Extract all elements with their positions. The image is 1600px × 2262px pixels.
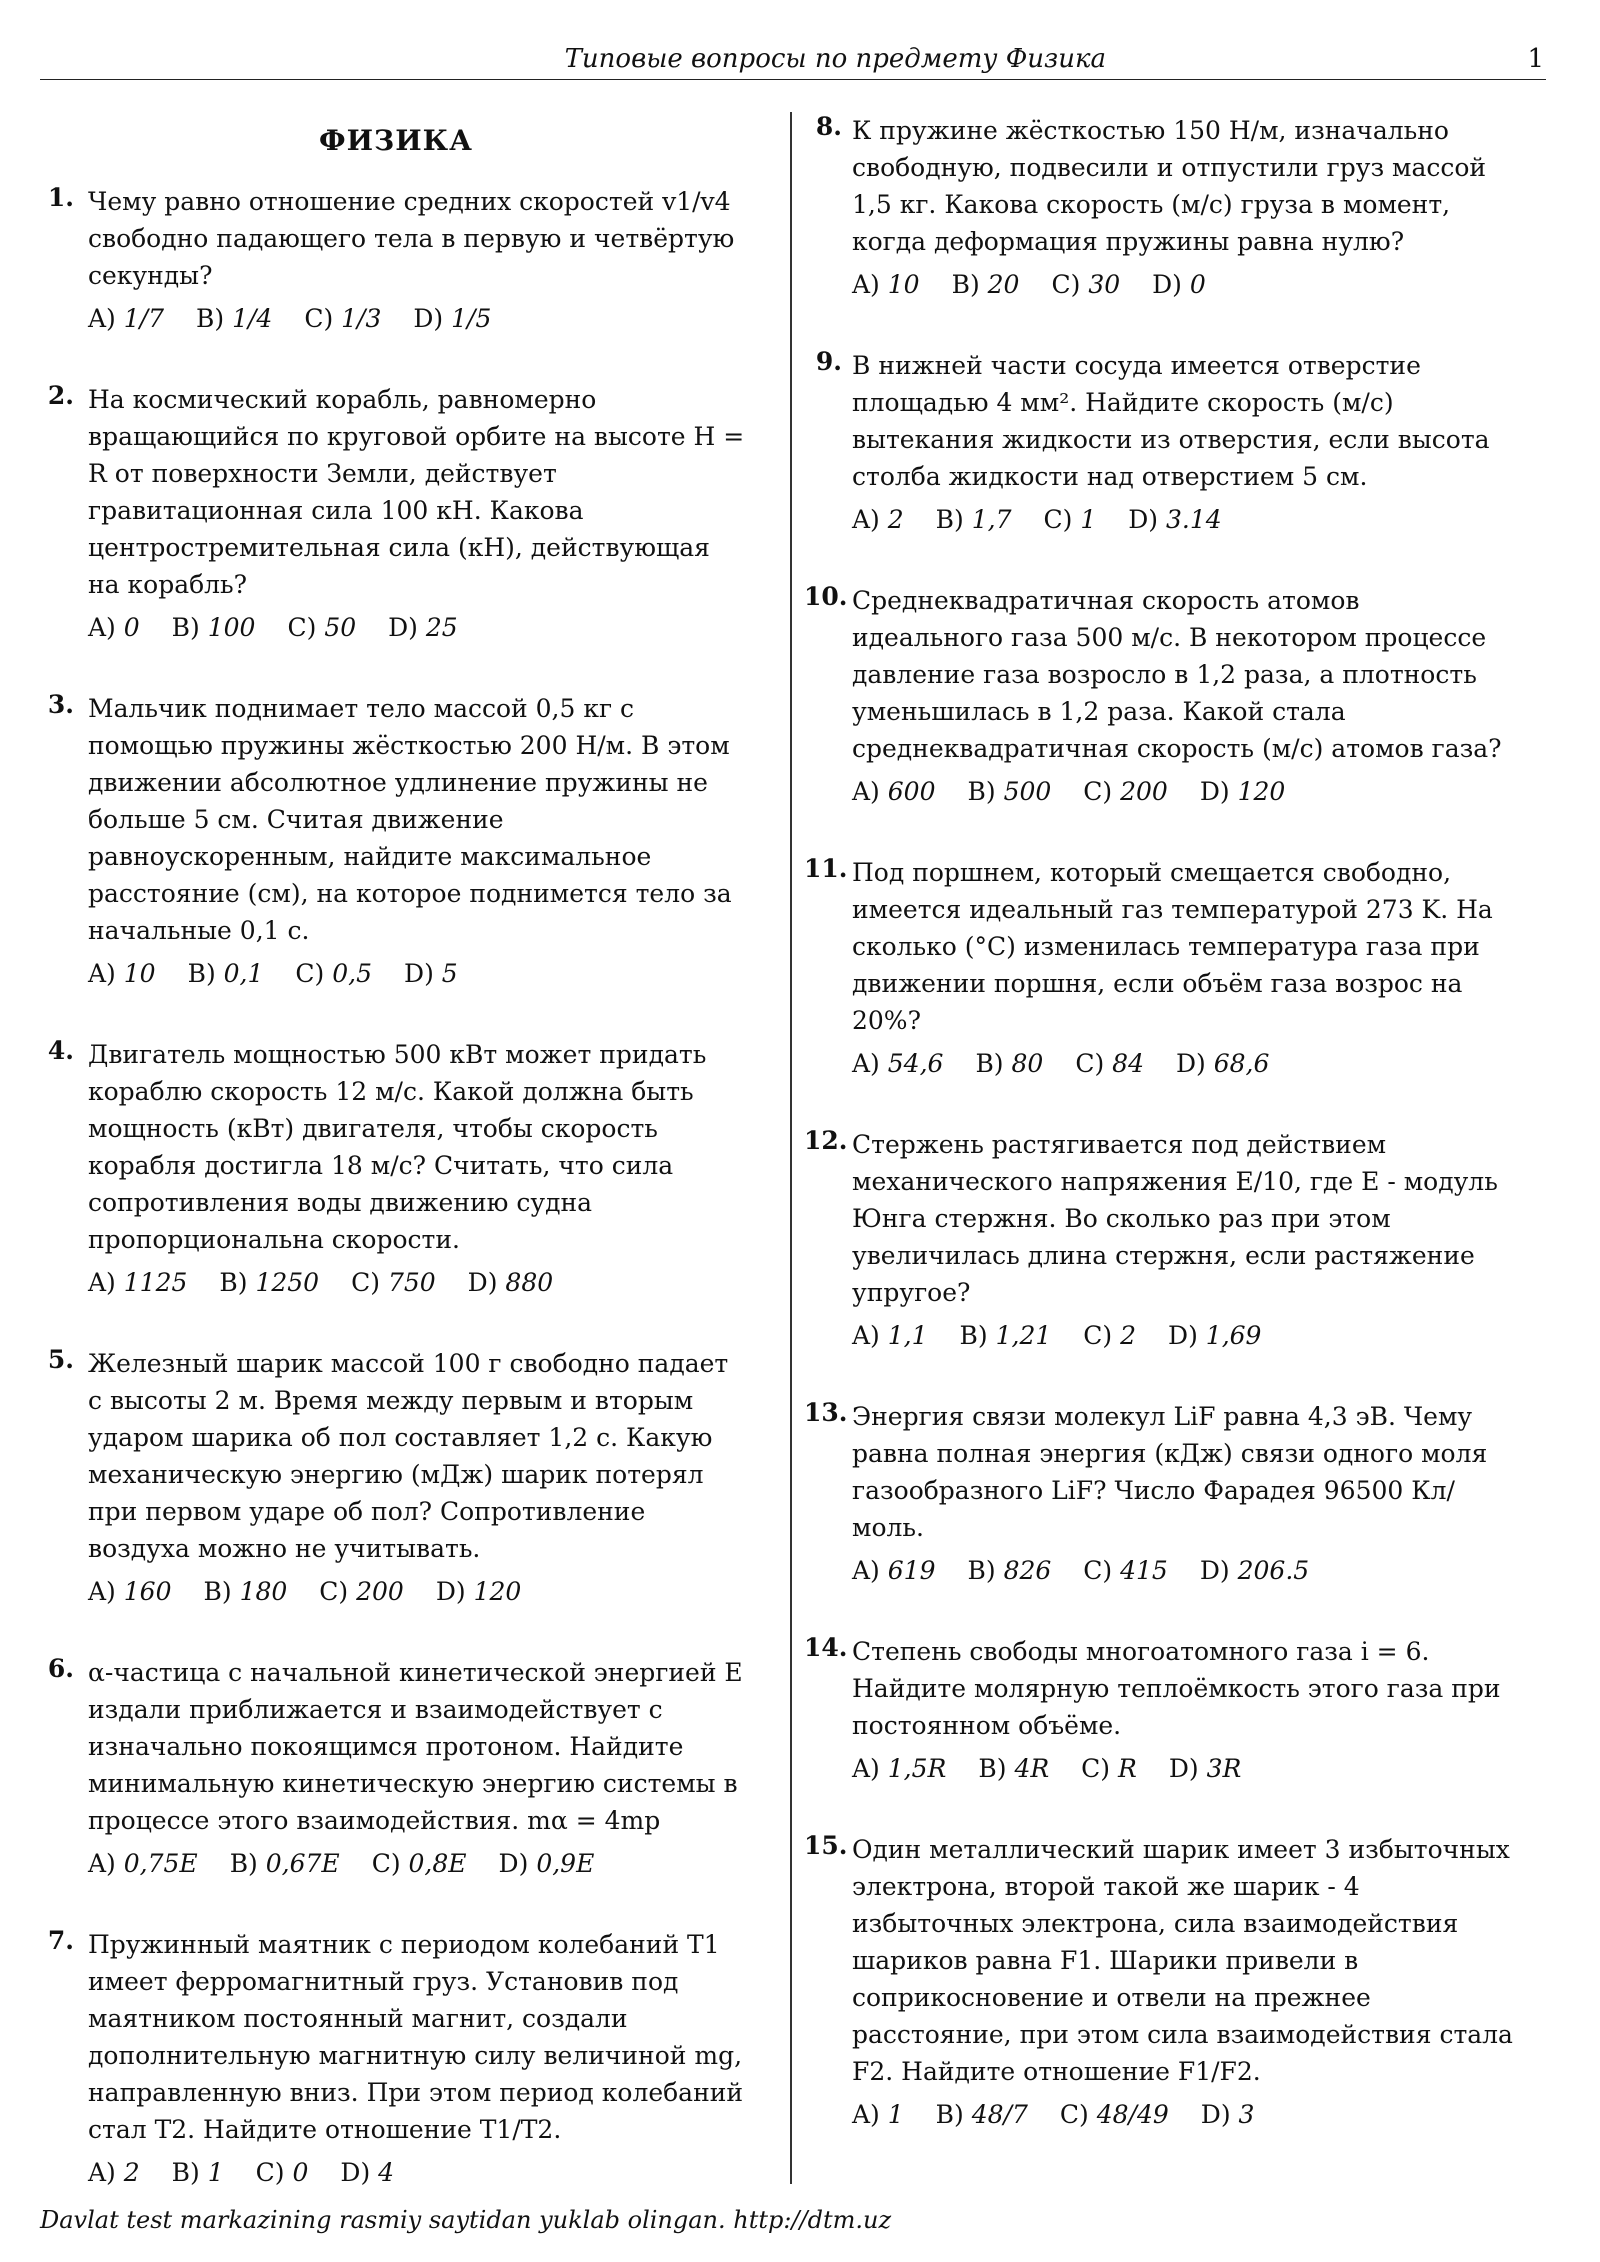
answer-value: 2 [123, 2158, 140, 2187]
answer-option [1201, 2100, 1255, 2129]
question-number: 7. [47, 1926, 74, 1955]
answer-value: 0,75E [123, 1849, 198, 1878]
question-number: 10. [804, 582, 848, 611]
answer-value: 4 [378, 2158, 395, 2187]
question-block [804, 112, 1516, 303]
answer-label: B) [196, 304, 225, 333]
question-number: 8. [815, 112, 842, 141]
answer-label: A) [88, 304, 116, 333]
answer-option [1152, 270, 1206, 299]
answer-value: 500 [1003, 777, 1052, 806]
answer-value: 80 [1011, 1049, 1044, 1078]
answer-value: 0 [292, 2158, 309, 2187]
answer-value: 1/5 [451, 304, 492, 333]
answer-label: D) [340, 2158, 371, 2187]
answer-label: A) [88, 1268, 116, 1297]
answer-label: C) [287, 613, 317, 642]
answer-option [404, 959, 458, 988]
answer-option [436, 1577, 521, 1606]
answer-label: A) [88, 2158, 116, 2187]
column-divider [790, 112, 792, 2184]
question-number: 14. [804, 1633, 848, 1662]
answer-value: 84 [1112, 1049, 1144, 1078]
answer-value: 48/49 [1096, 2100, 1169, 2129]
question-text: Среднеквадратичная скорость атомов идеального газа 500 м/с. В некотором процессе давление газа возросло в 1,2 раза, а плотность уменьшилась в 1,2 раза. Какой стала среднеквадратичная скорость (м/с) атомов газа? [852, 586, 1502, 763]
answer-value: 200 [356, 1577, 404, 1606]
answer-option [219, 1268, 319, 1297]
answer-value: 1250 [255, 1268, 320, 1297]
answer-value: 10 [887, 270, 920, 299]
answer-label: B) [935, 2100, 964, 2129]
answer-option [852, 1556, 935, 1585]
answer-option [852, 270, 920, 299]
answer-value: 120 [1237, 777, 1286, 806]
question-block [804, 347, 1516, 538]
answer-label: A) [88, 959, 116, 988]
answer-value: 0 [1189, 270, 1206, 299]
question-list-left [46, 183, 746, 2191]
answer-value: 600 [887, 777, 936, 806]
answer-option [1128, 505, 1221, 534]
question-number: 3. [47, 690, 74, 719]
question-number: 1. [47, 183, 74, 212]
answer-value: 1/4 [232, 304, 273, 333]
answer-label: C) [1083, 777, 1113, 806]
answer-value: 10 [123, 959, 156, 988]
question-block [804, 1831, 1516, 2133]
answer-label: B) [975, 1049, 1004, 1078]
answer-options [852, 1552, 1516, 1589]
answer-option [1060, 2100, 1169, 2129]
answer-value: 160 [123, 1577, 172, 1606]
answer-option [351, 1268, 436, 1297]
answer-value: 48/7 [971, 2100, 1028, 2129]
answer-value: 20 [987, 270, 1020, 299]
answer-value: 0,5 [332, 959, 373, 988]
answer-label: C) [304, 304, 334, 333]
answer-label: D) [1200, 2100, 1231, 2129]
answer-option [188, 959, 264, 988]
answer-label: A) [852, 505, 880, 534]
footer-source: Davlat test markazining rasmiy saytidan yuklab olingan. http://dtm.uz [40, 2206, 892, 2234]
answer-option [172, 613, 256, 642]
answer-value: 3.14 [1166, 505, 1222, 534]
question-block [46, 183, 746, 337]
answer-value: 100 [207, 613, 256, 642]
answer-option [295, 959, 372, 988]
answer-options [88, 1573, 746, 1610]
answer-value: 1,7 [971, 505, 1012, 534]
answer-label: D) [467, 1268, 498, 1297]
answer-option [1168, 1321, 1261, 1350]
question-text: Мальчик поднимает тело массой 0,5 кг с помощью пружины жёсткостью 200 Н/м. В этом движении абсолютное удлинение пружины не больше 5 см. Считая движение равноускоренным, найдите максимальное расстояние (см), на которое поднимется тело за начальные 0,1 с. [88, 694, 732, 945]
answer-label: D) [1199, 1556, 1230, 1585]
question-text: Энергия связи молекул LiF равна 4,3 эВ. Чему равна полная энергия (кДж) связи одного моля газообразного LiF? Число Фарадея 96500 Кл/моль. [852, 1402, 1488, 1542]
question-text: На космический корабль, равномерно вращающийся по круговой орбите на высоте H = R от поверхности Земли, действует гравитационная сила 100 кН. Какова центростремительная сила (кН), действующая на корабль? [88, 385, 745, 599]
answer-option [1044, 505, 1097, 534]
answer-label: B) [203, 1577, 232, 1606]
answer-label: B) [978, 1754, 1007, 1783]
question-block [804, 582, 1516, 810]
answer-option [230, 1849, 340, 1878]
answer-value: 750 [387, 1268, 436, 1297]
answer-value: 50 [324, 613, 357, 642]
answer-option [852, 1049, 943, 1078]
answer-label: C) [1043, 505, 1073, 534]
answer-label: B) [171, 613, 200, 642]
answer-options [852, 266, 1516, 303]
question-number: 2. [47, 381, 74, 410]
answer-option [936, 505, 1012, 534]
answer-option [287, 613, 356, 642]
question-text: Двигатель мощностью 500 кВт может придать кораблю скорость 12 м/с. Какой должна быть мощность (кВт) двигателя, чтобы скорость корабля достигла 18 м/с? Считать, что сила сопротивления воды движению судна пропорциональна скорости. [88, 1040, 707, 1254]
answer-value: 1,1 [887, 1321, 928, 1350]
question-text: Железный шарик массой 100 г свободно падает с высоты 2 м. Время между первым и вторым ударом шарика об пол составляет 1,2 с. Какую механическую энергию (мДж) шарик потерял при первом ударе об пол? Сопротивление воздуха можно не учитывать. [88, 1349, 729, 1563]
answer-label: C) [295, 959, 325, 988]
section-title: ФИЗИКА [319, 124, 473, 157]
answer-value: R [1118, 1754, 1137, 1783]
answer-label: D) [1199, 777, 1230, 806]
answer-label: D) [435, 1577, 466, 1606]
question-text: В нижней части сосуда имеется отверстие площадью 4 мм². Найдите скорость (м/с) вытекания жидкости из отверстия, если высота столба жидкости над отверстием 5 см. [852, 351, 1490, 491]
answer-value: 0,1 [223, 959, 264, 988]
answer-value: 1 [887, 2100, 904, 2129]
answer-label: C) [1083, 1556, 1113, 1585]
question-block [46, 381, 746, 646]
answer-label: D) [1128, 505, 1159, 534]
answer-label: A) [852, 1556, 880, 1585]
page-number: 1 [1527, 44, 1544, 74]
question-number: 13. [804, 1398, 848, 1427]
answer-option [196, 304, 272, 333]
answer-option [1169, 1754, 1242, 1783]
answer-value: 1/3 [341, 304, 382, 333]
answer-value: 3 [1238, 2100, 1255, 2129]
answer-label: A) [88, 1577, 116, 1606]
answer-option [1083, 777, 1168, 806]
answer-value: 25 [425, 613, 458, 642]
answer-value: 3R [1206, 1754, 1242, 1783]
answer-option [1075, 1049, 1144, 1078]
answer-value: 1125 [123, 1268, 188, 1297]
answer-label: C) [371, 1849, 401, 1878]
answer-option [88, 1577, 171, 1606]
answer-option [172, 2158, 224, 2187]
answer-value: 0,9E [536, 1849, 595, 1878]
answer-label: D) [404, 959, 434, 988]
question-number: 12. [804, 1126, 848, 1155]
question-text: α-частица с начальной кинетической энергией Е издали приближается и взаимодействует с изначально покоящимся протоном. Найдите минимальную кинетическую энергию системы в процессе этого взаимодействия. mα = 4mp [88, 1658, 743, 1835]
question-text: Чему равно отношение средних скоростей v1/v4 свободно падающего тела в первую и четвёртую секунды? [88, 187, 735, 290]
answer-option [203, 1577, 287, 1606]
answer-label: B) [959, 1321, 988, 1350]
header-title: Типовые вопросы по предмету Физика [564, 44, 1106, 74]
answer-value: 1,5R [887, 1754, 947, 1783]
answer-value: 1 [207, 2158, 224, 2187]
question-text: Один металлический шарик имеет 3 избыточных электрона, второй такой же шарик - 4 избыточных электрона, сила взаимодействия шариков равна F1. Шарики привели в соприкосновение и отвели на прежнее расстояние, при этом сила взаимодействия стала F2. Найдите отношение F1/F2. [852, 1835, 1513, 2086]
answer-label: C) [1059, 2100, 1089, 2129]
answer-label: D) [388, 613, 418, 642]
answer-label: A) [88, 1849, 116, 1878]
right-column [804, 112, 1516, 2177]
answer-option [88, 304, 164, 333]
answer-option [1200, 777, 1285, 806]
answer-value: 2 [1120, 1321, 1137, 1350]
answer-option [88, 1268, 187, 1297]
answer-label: C) [351, 1268, 380, 1297]
answer-option [88, 1849, 198, 1878]
answer-label: A) [852, 2100, 880, 2129]
answer-value: 1,21 [995, 1321, 1052, 1350]
answer-option [88, 959, 156, 988]
answer-option [1051, 270, 1120, 299]
question-block [804, 854, 1516, 1082]
answer-options [852, 1317, 1516, 1354]
answer-label: D) [1168, 1321, 1198, 1350]
answer-options [88, 300, 746, 337]
answer-value: 68,6 [1213, 1049, 1270, 1078]
left-column [46, 112, 746, 2235]
answer-value: 2 [887, 505, 904, 534]
answer-options [852, 1045, 1516, 1082]
answer-value: 0,8E [408, 1849, 467, 1878]
question-number: 9. [815, 347, 842, 376]
answer-value: 880 [505, 1268, 554, 1297]
answer-option [372, 1849, 467, 1878]
answer-label: A) [852, 1321, 880, 1350]
answer-option [1200, 1556, 1309, 1585]
answer-options [88, 955, 746, 992]
answer-options [88, 1264, 746, 1301]
answer-option [1083, 1556, 1168, 1585]
answer-label: B) [967, 777, 996, 806]
question-block [804, 1126, 1516, 1354]
answer-options [88, 1845, 746, 1882]
answer-option [499, 1849, 595, 1878]
answer-label: B) [229, 1849, 258, 1878]
answer-value: 120 [473, 1577, 522, 1606]
question-text: Степень свободы многоатомного газа i = 6. Найдите молярную теплоёмкость этого газа при постоянном объёме. [852, 1637, 1501, 1740]
answer-option [388, 613, 458, 642]
answer-options [852, 1750, 1516, 1787]
question-number: 4. [47, 1036, 74, 1065]
answer-options [852, 773, 1516, 810]
answer-label: A) [852, 1754, 880, 1783]
answer-option [88, 2158, 140, 2187]
question-text: Под поршнем, который смещается свободно, имеется идеальный газ температурой 273 K. На сколько (°C) изменилась температура газа при движении поршня, если объём газа возрос на 20%? [852, 858, 1493, 1035]
question-block [46, 1926, 746, 2191]
answer-option [340, 2158, 394, 2187]
answer-options [852, 501, 1516, 538]
answer-value: 4R [1014, 1754, 1050, 1783]
answer-value: 1/7 [123, 304, 164, 333]
answer-option [967, 777, 1051, 806]
answer-option [1176, 1049, 1269, 1078]
question-text: К пружине жёсткостью 150 Н/м, изначально свободную, подвесили и отпустили груз массой 1,5 кг. Какова скорость (м/с) груза в момент, когда деформация пружины равна нулю? [852, 116, 1487, 256]
answer-label: B) [967, 1556, 996, 1585]
answer-option [468, 1268, 553, 1297]
answer-option [952, 270, 1020, 299]
answer-value: 5 [441, 959, 458, 988]
answer-label: D) [413, 304, 444, 333]
answer-label: A) [852, 270, 880, 299]
question-text: Пружинный маятник с периодом колебаний T1 имеет ферромагнитный груз. Установив под маятником постоянный магнит, создали дополнительную магнитную силу величиной mg, направленную вниз. При этом период колебаний стал T2. Найдите отношение T1/T2. [88, 1930, 744, 2144]
answer-label: D) [498, 1849, 529, 1878]
answer-label: C) [319, 1577, 349, 1606]
answer-value: 1,69 [1205, 1321, 1262, 1350]
answer-value: 619 [887, 1556, 936, 1585]
question-block [804, 1633, 1516, 1787]
answer-label: C) [255, 2158, 285, 2187]
answer-option [852, 2100, 904, 2129]
answer-option [256, 2158, 309, 2187]
question-block [804, 1398, 1516, 1589]
answer-value: 180 [239, 1577, 288, 1606]
answer-option [852, 1754, 946, 1783]
question-number: 6. [47, 1654, 74, 1683]
answer-label: A) [852, 1049, 880, 1078]
answer-option [975, 1049, 1043, 1078]
answer-option [852, 505, 904, 534]
answer-label: B) [935, 505, 964, 534]
answer-label: B) [951, 270, 980, 299]
answer-label: C) [1081, 1754, 1111, 1783]
answer-option [88, 613, 140, 642]
answer-option [852, 777, 935, 806]
answer-value: 0,67E [265, 1849, 340, 1878]
answer-value: 0 [123, 613, 140, 642]
answer-label: B) [187, 959, 216, 988]
answer-option [852, 1321, 928, 1350]
question-number: 11. [804, 854, 848, 883]
question-block [46, 1345, 746, 1610]
answer-options [852, 2096, 1516, 2133]
question-list-right [804, 112, 1516, 2133]
answer-value: 826 [1003, 1556, 1052, 1585]
answer-value: 415 [1120, 1556, 1168, 1585]
question-block [46, 1654, 746, 1882]
answer-value: 54,6 [887, 1049, 944, 1078]
answer-option [936, 2100, 1028, 2129]
answer-label: D) [1168, 1754, 1199, 1783]
answer-label: C) [1075, 1049, 1105, 1078]
answer-label: B) [219, 1268, 248, 1297]
question-block [46, 1036, 746, 1301]
answer-label: A) [88, 613, 116, 642]
answer-option [967, 1556, 1051, 1585]
question-number: 5. [47, 1345, 74, 1374]
answer-label: C) [1051, 270, 1081, 299]
answer-label: D) [1152, 270, 1182, 299]
question-block [46, 690, 746, 992]
page-header [40, 44, 1546, 80]
answer-label: B) [171, 2158, 200, 2187]
answer-value: 200 [1120, 777, 1168, 806]
answer-option [978, 1754, 1049, 1783]
answer-options [88, 2154, 746, 2191]
question-text: Стержень растягивается под действием механического напряжения E/10, где E - модуль Юнга стержня. Во сколько раз при этом увеличилась длина стержня, если растяжение упругое? [852, 1130, 1498, 1307]
answer-option [1083, 1321, 1136, 1350]
answer-label: D) [1175, 1049, 1206, 1078]
question-number: 15. [804, 1831, 848, 1860]
answer-option [960, 1321, 1052, 1350]
answer-option [1081, 1754, 1137, 1783]
answer-option [319, 1577, 404, 1606]
answer-options [88, 609, 746, 646]
answer-option [304, 304, 381, 333]
answer-value: 1 [1080, 505, 1097, 534]
answer-label: C) [1083, 1321, 1113, 1350]
answer-value: 206.5 [1237, 1556, 1310, 1585]
answer-label: A) [852, 777, 880, 806]
answer-option [413, 304, 491, 333]
answer-value: 30 [1088, 270, 1121, 299]
